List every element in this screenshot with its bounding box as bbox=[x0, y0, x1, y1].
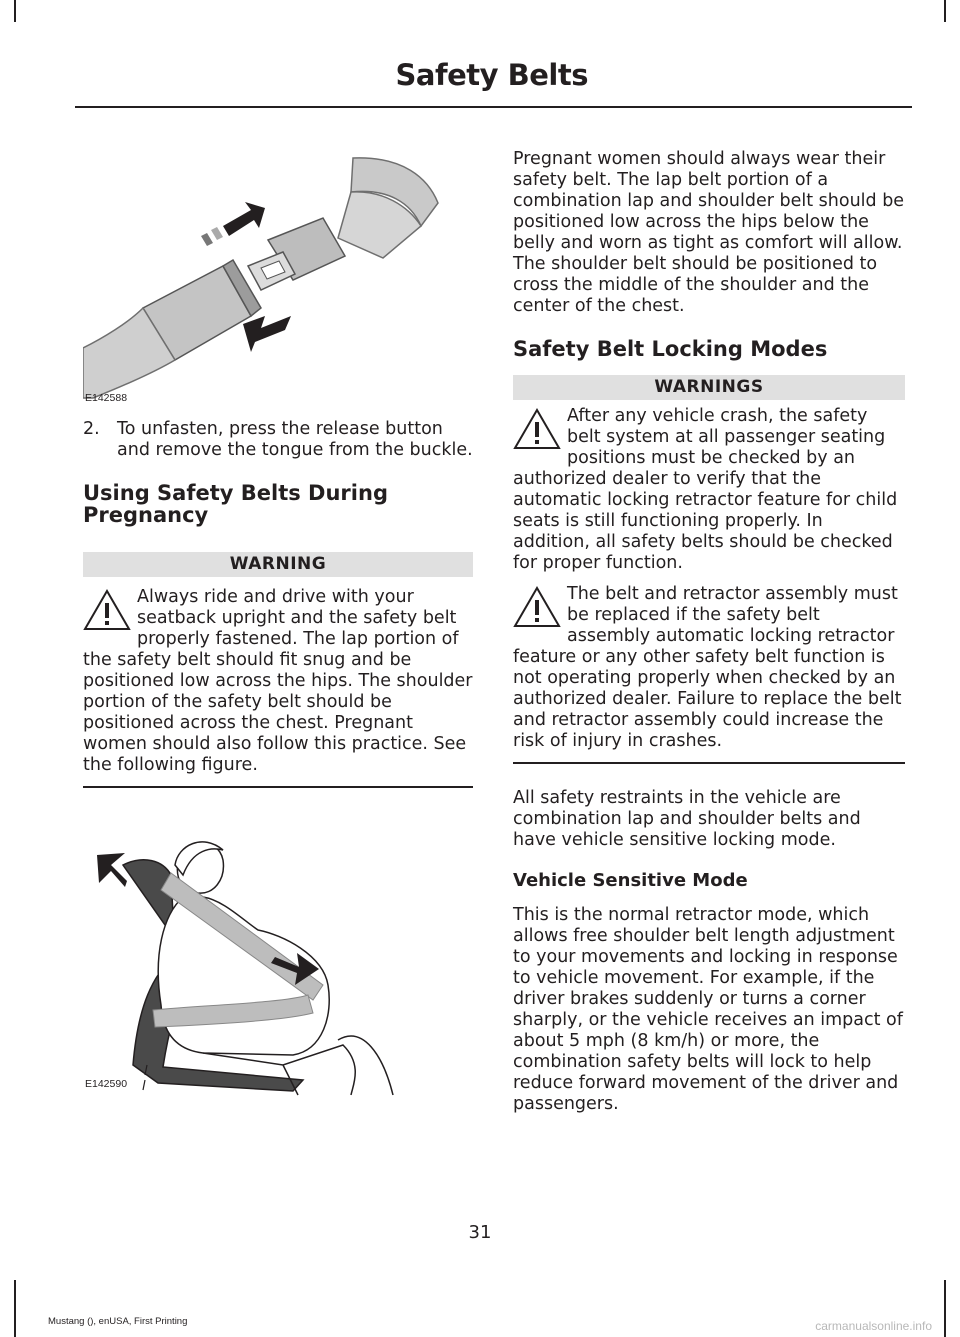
warning-text: After any vehicle crash, the safety belt system at all passenger seating positions must be checked by an authorized dealer to verify that the automatic locking retractor feature for child seats is still functioning properly. In addition, all safety belts should be checked for proper function. bbox=[513, 406, 898, 573]
vehicle-sensitive-paragraph: This is the normal retractor mode, which allows free shoulder belt length adjustment to your movements and locking in response to vehicle movement. For example, if the driver brakes suddenly or turns a corner sharply, or the vehicle receives an impact of about 5 mph (8 km/h) or more, the combination safety belts will lock to help reduce forward movement of the driver and passengers. bbox=[513, 904, 903, 1114]
header-rule bbox=[75, 106, 912, 108]
pregnant-figure bbox=[83, 835, 473, 1098]
warning-triangle-icon bbox=[513, 586, 561, 628]
warning-text: The belt and retractor assembly must be replaced if the safety belt assembly automatic locking retractor feature or any other safety belt function is not operating properly when checked by an authorized dealer. Failure to replace the belt and retractor assembly could increase the risk of injury in crashes. bbox=[513, 584, 902, 751]
subheading-vehicle-sensitive-mode: Vehicle Sensitive Mode bbox=[513, 869, 748, 891]
warning-end-rule bbox=[513, 762, 905, 764]
step-text: To unfasten, press the release button and remove the tongue from the buckle. bbox=[117, 419, 473, 460]
figure-label: E142590 bbox=[85, 1077, 128, 1090]
crop-mark bbox=[14, 0, 16, 22]
crop-mark bbox=[14, 1280, 16, 1337]
warning-text: Always ride and drive with your seatback upright and the safety belt properly fastened. The lap portion of the safety belt should fit snug and be positioned low across the hips. The shoulder portion of the safety belt should be positioned across the chest. Pregnant women should also follow this practice. See the following figure. bbox=[83, 587, 473, 775]
page-number: 31 bbox=[468, 1222, 492, 1243]
section-heading-pregnancy: Using Safety Belts During Pregnancy bbox=[83, 481, 388, 527]
crop-mark bbox=[944, 1280, 946, 1337]
right-column bbox=[513, 149, 905, 1115]
warning-item-1 bbox=[513, 406, 905, 574]
watermark: carmanualsonline.info bbox=[815, 1319, 932, 1333]
printing-note: Mustang (), enUSA, First Printing bbox=[48, 1316, 188, 1327]
step-2 bbox=[83, 419, 473, 461]
warning-box bbox=[83, 587, 473, 776]
warning-header: WARNING bbox=[83, 552, 473, 577]
restraints-paragraph: All safety restraints in the vehicle are combination lap and shoulder belts and have vehicle sensitive locking mode. bbox=[513, 787, 861, 850]
crop-mark bbox=[944, 0, 946, 22]
figure-label: E142588 bbox=[85, 392, 128, 404]
step-number: 2. bbox=[83, 419, 100, 439]
buckle-figure bbox=[83, 148, 473, 406]
buckle-illustration bbox=[83, 148, 473, 406]
page-title: Safety Belts bbox=[395, 58, 588, 92]
pregnant-seating-illustration bbox=[83, 835, 473, 1098]
warnings-header: WARNINGS bbox=[513, 375, 905, 400]
warning-triangle-icon bbox=[513, 408, 561, 450]
warning-triangle-icon bbox=[83, 589, 131, 631]
section-heading-locking-modes: Safety Belt Locking Modes bbox=[513, 337, 828, 361]
left-column bbox=[83, 148, 473, 1098]
warning-item-2 bbox=[513, 584, 905, 752]
warning-end-rule bbox=[83, 786, 473, 788]
pregnancy-paragraph: Pregnant women should always wear their safety belt. The lap belt portion of a combination lap and shoulder belt should be positioned low across the hips below the belly and worn as tight as comfort will allow. The shoulder belt should be positioned to cross the middle of the shoulder and the center of the chest. bbox=[513, 149, 905, 316]
